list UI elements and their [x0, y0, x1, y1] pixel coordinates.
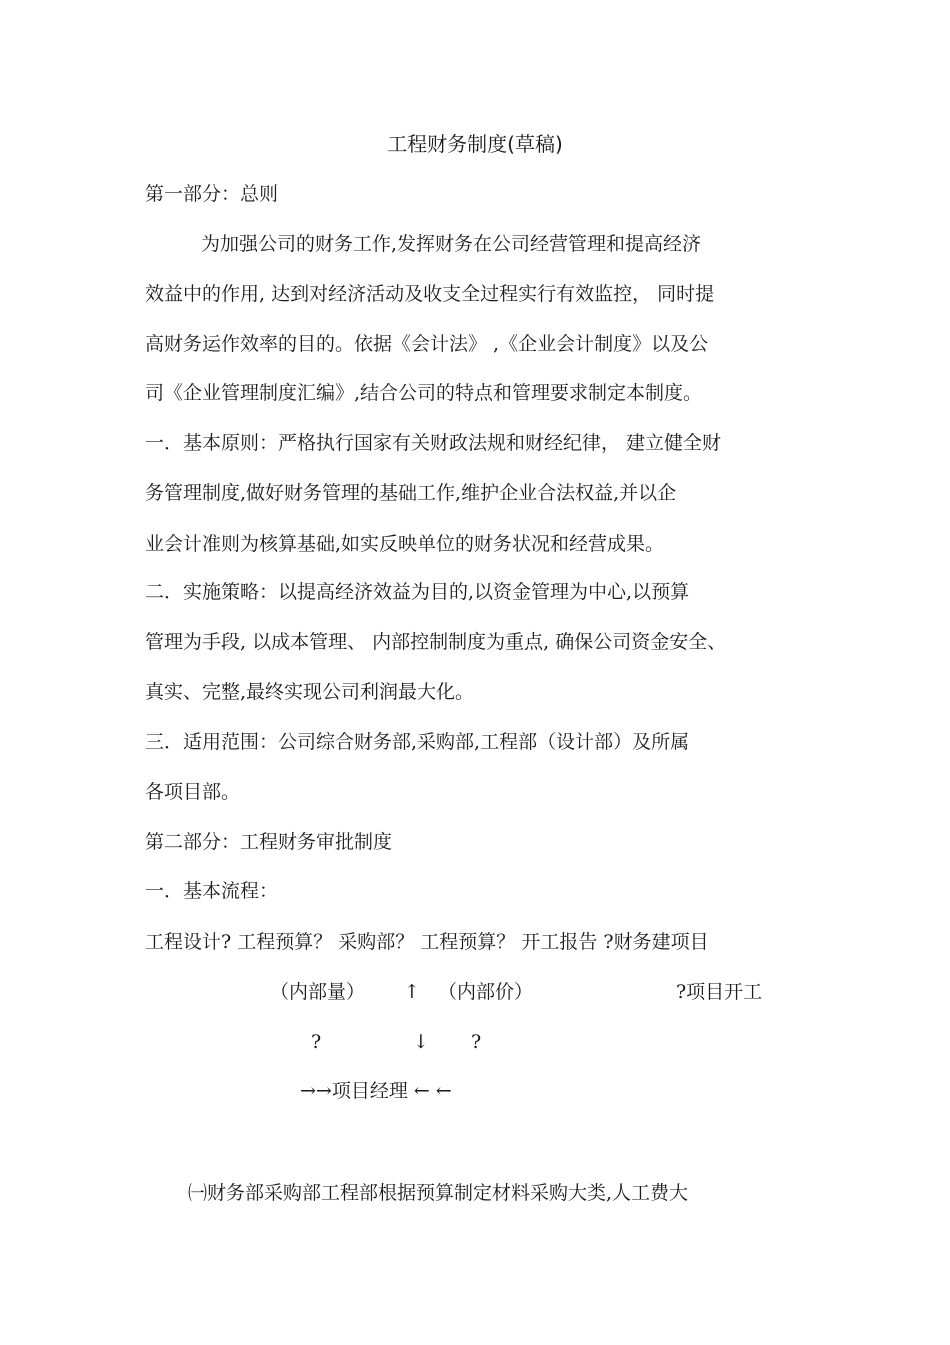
document-title: 工程财务制度(草稿) — [387, 132, 563, 156]
intro-line-3: 高财务运作效率的目的。依据《会计法》 ,《企业会计制度》以及公 — [145, 333, 709, 355]
flow-inner-quantity: （内部量） — [270, 981, 366, 1003]
flow-inner-price: （内部价） — [438, 981, 534, 1003]
strategy-line-2: 管理为手段, 以成本管理、 内部控制制度为重点, 确保公司资金安全、 — [145, 631, 727, 653]
flow-heading: 一．基本流程： — [145, 880, 279, 902]
strategy-line-1: 二．实施策略：以提高经济效益为目的,以资金管理为中心,以预算 — [145, 581, 690, 603]
flow-up-arrow: ↑ — [404, 981, 420, 1003]
part2-heading: 第二部分：工程财务审批制度 — [145, 831, 393, 853]
intro-line-4: 司《企业管理制度汇编》,结合公司的特点和管理要求制定本制度。 — [145, 382, 703, 404]
scope-line-2: 各项目部。 — [145, 781, 241, 803]
section1-line-1: ㈠财务部采购部工程部根据预算制定材料采购大类,人工费大 — [188, 1182, 689, 1204]
intro-line-2: 效益中的作用, 达到对经济活动及收支全过程实行有效监控， 同时提 — [145, 283, 715, 305]
flow-question-right: ? — [471, 1031, 482, 1053]
flow-row-1: 工程设计? 工程预算？ 采购部？ 工程预算？ 开工报告 ?财务建项目 — [145, 931, 709, 953]
flow-project-start: ?项目开工 — [676, 981, 763, 1003]
principle-line-1: 一．基本原则：严格执行国家有关财政法规和财经纪律， 建立健全财 — [145, 432, 722, 454]
scope-line-1: 三．适用范围：公司综合财务部,采购部,工程部（设计部）及所属 — [145, 731, 690, 753]
intro-line-1: 为加强公司的财务工作,发挥财务在公司经营管理和提高经济 — [201, 233, 702, 255]
flow-project-manager: →→项目经理 ← ← — [300, 1080, 452, 1102]
principle-line-3: 业会计准则为核算基础,如实反映单位的财务状况和经营成果。 — [145, 533, 665, 555]
flow-down-arrow: ↓ — [413, 1031, 429, 1053]
part1-heading: 第一部分：总则 — [145, 183, 279, 205]
flow-question-left: ? — [311, 1031, 322, 1053]
principle-line-2: 务管理制度,做好财务管理的基础工作,维护企业合法权益,并以企 — [145, 482, 677, 504]
strategy-line-3: 真实、完整,最终实现公司利润最大化。 — [145, 681, 475, 703]
